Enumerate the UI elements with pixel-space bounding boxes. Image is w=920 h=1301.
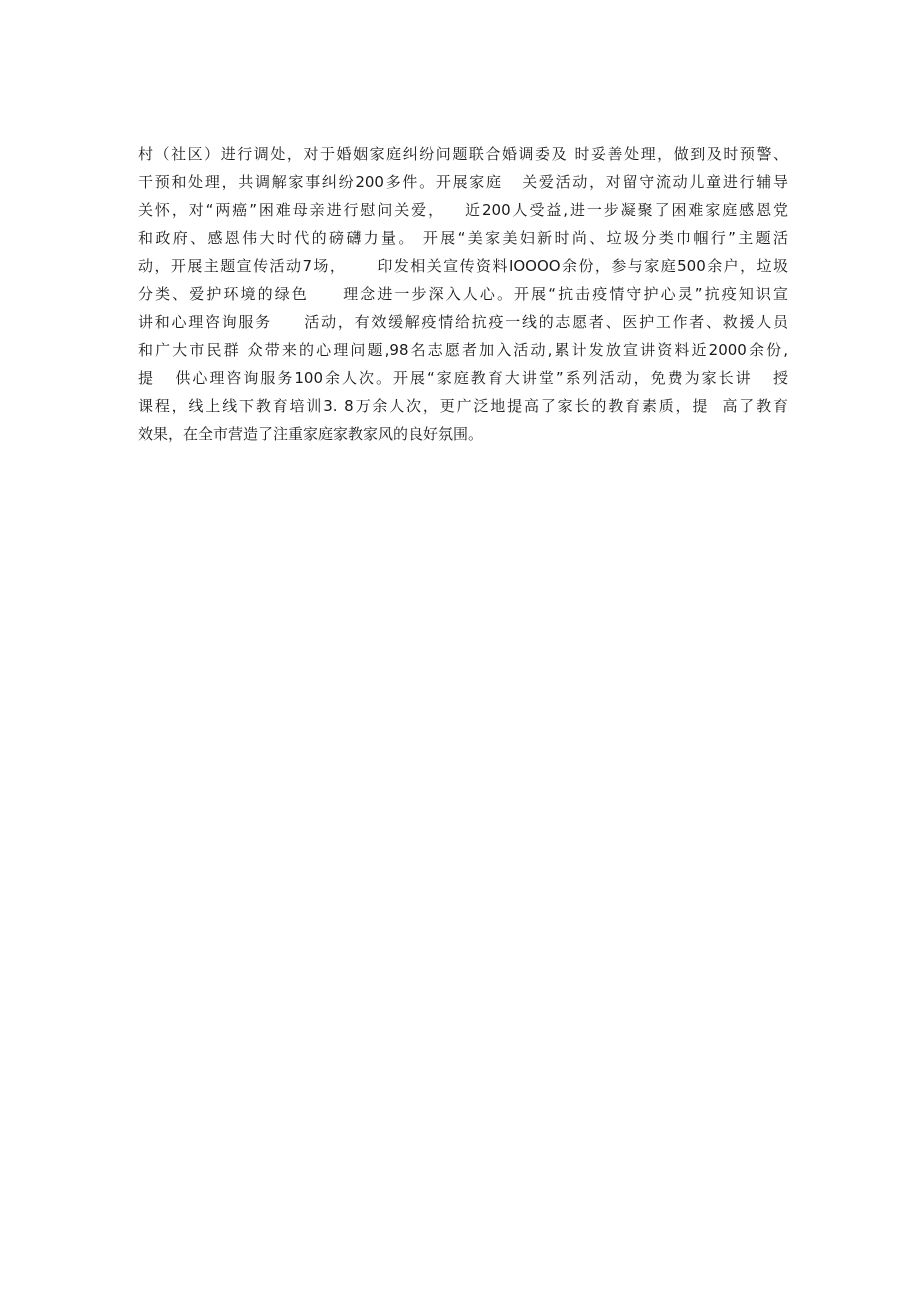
paragraph-line: 效果，在全市营造了注重家庭家教家风的良好氛围。 (138, 425, 484, 443)
body-paragraph (138, 140, 788, 448)
paragraph-line: 村（社区）进行调处，对于婚姻家庭纠纷问题联合婚调委及 时妥善处理，做到及时预警、 (138, 145, 788, 163)
paragraph-line: 关怀，对“两癌”困难母亲进行慰问关爱， 近200人受益,进一步凝聚了困难家庭感恩党 (138, 201, 788, 219)
paragraph-line: 讲和心理咨询服务 活动，有效缓解疫情给抗疫一线的志愿者、医护工作者、救援人员 (138, 313, 788, 331)
paragraph-line: 提 供心理咨询服务100余人次。开展“家庭教育大讲堂”系列活动，免费为家长讲 授 (138, 369, 788, 387)
paragraph-line: 和广大市民群 众带来的心理问题,98名志愿者加入活动,累计发放宣讲资料近2000余份, (138, 341, 788, 359)
paragraph-line: 课程，线上线下教育培训3. 8万余人次，更广泛地提高了家长的教育素质，提 高了教育 (138, 397, 788, 415)
paragraph-line: 和政府、感恩伟大时代的磅礴力量。 开展“美家美妇新时尚、垃圾分类巾帼行”主题活 (138, 229, 788, 247)
paragraph-line: 干预和处理，共调解家事纠纷200多件。开展家庭 关爱活动，对留守流动儿童进行辅导 (138, 173, 788, 191)
paragraph-line: 分类、爱护环境的绿色 理念进一步深入人心。开展“抗击疫情守护心灵”抗疫知识宣 (138, 285, 788, 303)
paragraph-line: 动，开展主题宣传活动7场， 印发相关宣传资料IOOOO余份，参与家庭500余户，垃圾 (138, 257, 788, 275)
